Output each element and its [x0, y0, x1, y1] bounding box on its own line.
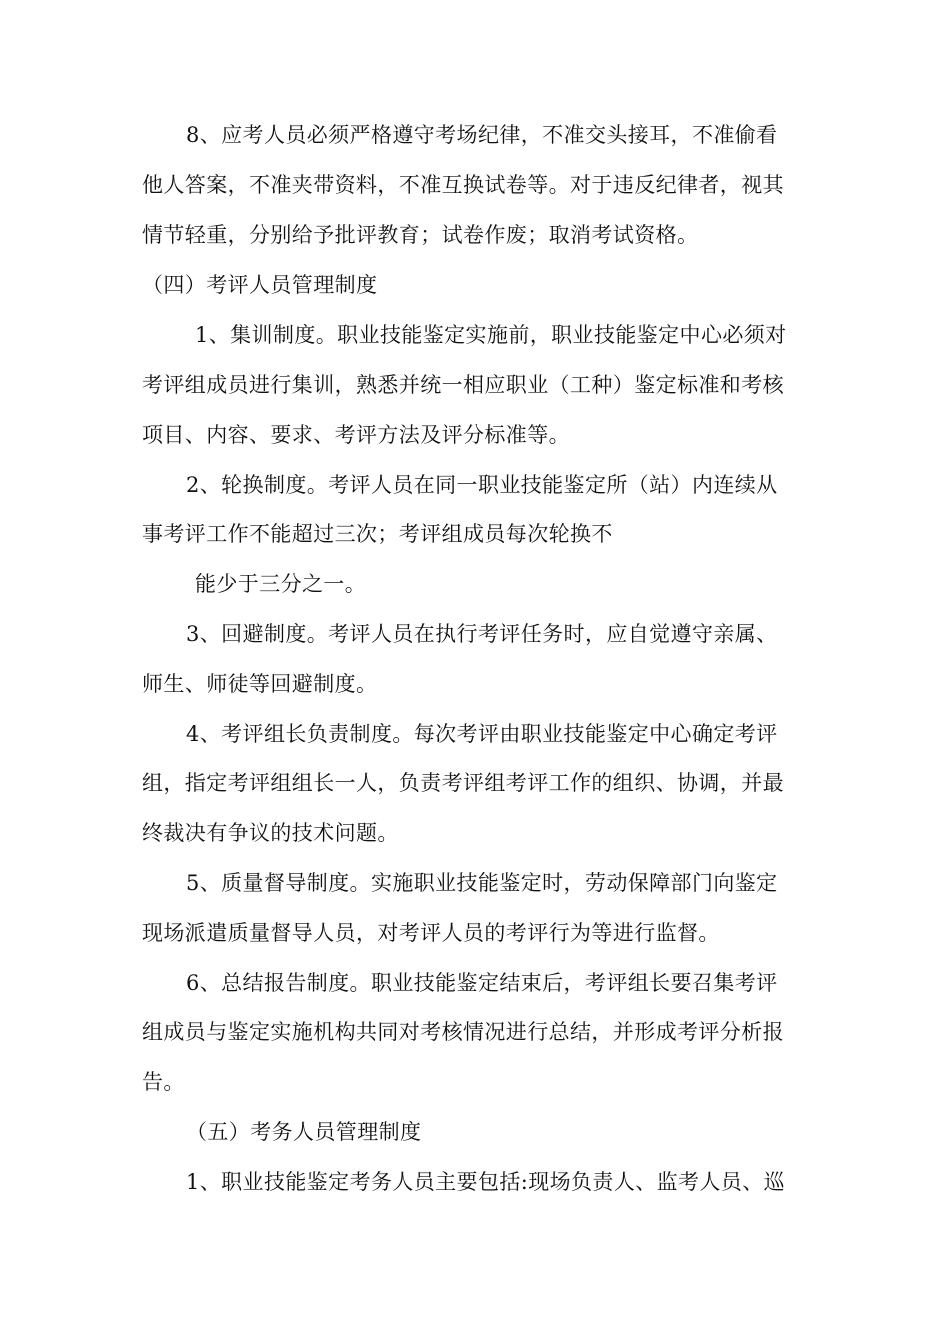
text-line: 6、总结报告制度。职业技能鉴定结束后，考评组长要召集考评 [186, 971, 778, 995]
text-line: 现场派遣质量督导人员，对考评人员的考评行为等进行监督。 [142, 921, 720, 945]
text-line: 3、回避制度。考评人员在执行考评任务时，应自觉遵守亲属、 [186, 622, 778, 646]
text-line: 组成员与鉴定实施机构共同对考核情况进行总结，并形成考评分析报 [142, 1020, 784, 1044]
text-line: 4、考评组长负责制度。每次考评由职业技能鉴定中心确定考评 [186, 722, 778, 746]
text-line: 1、集训制度。职业技能鉴定实施前，职业技能鉴定中心必须对 [195, 323, 787, 347]
text-line: 他人答案，不准夹带资料，不准互换试卷等。对于违反纪律者，视其 [142, 173, 784, 197]
text-line: 2、轮换制度。考评人员在同一职业技能鉴定所（站）内连续从 [186, 473, 778, 497]
text-line: 事考评工作不能超过三次；考评组成员每次轮换不 [142, 522, 613, 546]
text-line: 能少于三分之一。 [195, 572, 367, 596]
section-heading: （四）考评人员管理制度 [142, 273, 378, 297]
text-line: 5、质量督导制度。实施职业技能鉴定时，劳动保障部门向鉴定 [186, 871, 778, 895]
text-line: 终裁决有争议的技术问题。 [142, 821, 399, 845]
section-heading: （五）考务人员管理制度 [186, 1120, 422, 1144]
text-line: 告。 [142, 1070, 185, 1094]
text-line: 8、应考人员必须严格遵守考场纪律，不准交头接耳，不准偷看 [186, 123, 778, 147]
text-line: 考评组成员进行集训，熟悉并统一相应职业（工种）鉴定标准和考核 [142, 373, 784, 397]
text-line: 项目、内容、要求、考评方法及评分标准等。 [142, 423, 570, 447]
text-line: 组，指定考评组组长一人，负责考评组考评工作的组织、协调，并最 [142, 771, 784, 795]
text-line: 情节轻重，分别给予批评教育；试卷作废；取消考试资格。 [142, 223, 699, 247]
text-line: 1、职业技能鉴定考务人员主要包括:现场负责人、监考人员、巡 [186, 1170, 786, 1194]
text-line: 师生、师徒等回避制度。 [142, 672, 378, 696]
